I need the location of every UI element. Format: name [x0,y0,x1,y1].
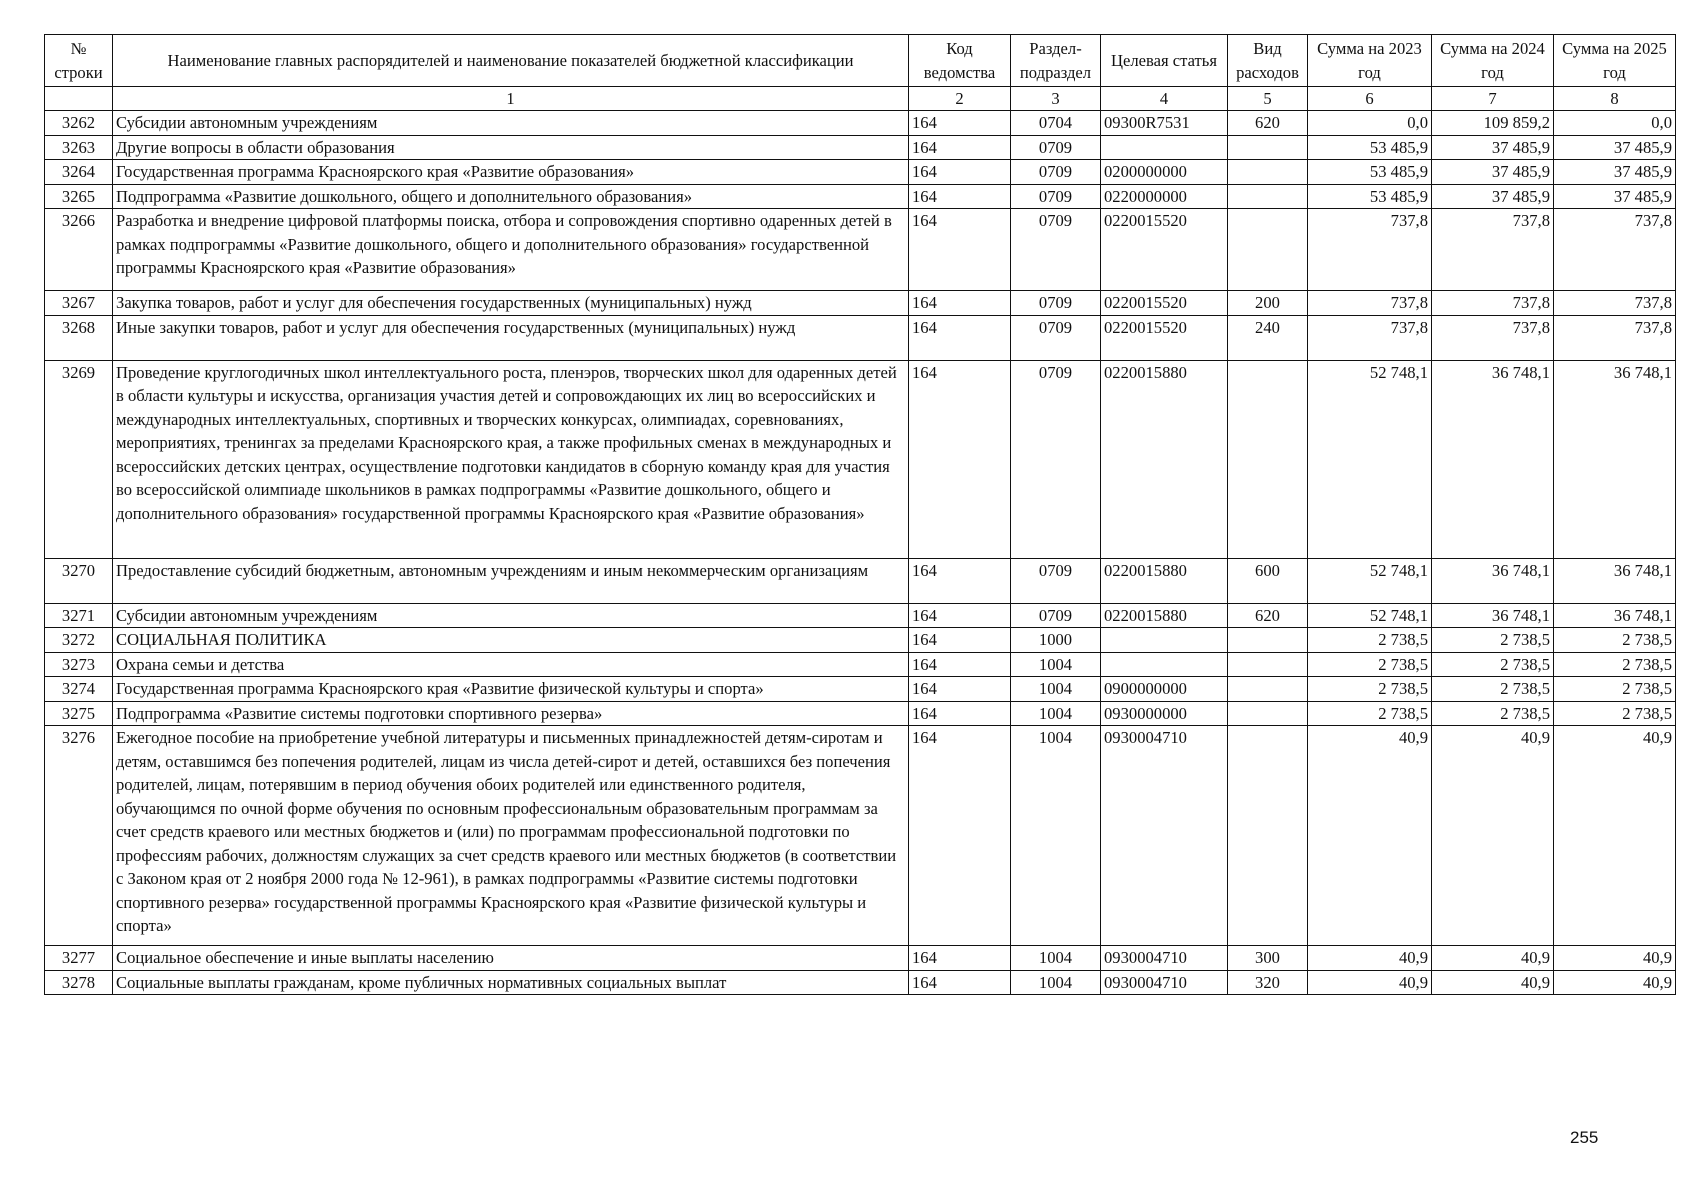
sum-2024: 37 485,9 [1432,135,1554,160]
row-number: 3263 [45,135,113,160]
table-row [45,184,1676,209]
section-code: 1004 [1011,970,1101,995]
sum-2025: 36 748,1 [1554,360,1676,558]
sum-2025: 36 748,1 [1554,603,1676,628]
table-row [45,677,1676,702]
section-code: 1004 [1011,677,1101,702]
section-code: 1004 [1011,726,1101,946]
sum-2024: 737,8 [1432,291,1554,316]
target-article: 09300R7531 [1101,111,1228,136]
row-name: Разработка и внедрение цифровой платформы поиска, отбора и сопровождения спортивно одаренных детей в рамках подпрограммы «Развитие дошкольного, общего и дополнительного образования» государственной программы Красноярского края «Развитие образования» [113,209,909,291]
table-row [45,701,1676,726]
sum-2025: 40,9 [1554,970,1676,995]
row-number: 3271 [45,603,113,628]
column-number-blank [45,87,113,111]
row-number: 3276 [45,726,113,946]
expense-type [1228,160,1308,185]
sum-2024: 36 748,1 [1432,360,1554,558]
department-code: 164 [909,209,1011,291]
row-name: Предоставление субсидий бюджетным, автономным учреждениям и иным некоммерческим организациям [113,558,909,603]
section-code: 0709 [1011,135,1101,160]
sum-2024: 37 485,9 [1432,184,1554,209]
expense-type [1228,652,1308,677]
sum-2023: 0,0 [1308,111,1432,136]
sum-2025: 37 485,9 [1554,160,1676,185]
column-number: 2 [909,87,1011,111]
row-number: 3273 [45,652,113,677]
section-code: 0709 [1011,315,1101,360]
sum-2025: 0,0 [1554,111,1676,136]
expense-type: 620 [1228,603,1308,628]
sum-2024: 36 748,1 [1432,558,1554,603]
row-number: 3262 [45,111,113,136]
header-name: Наименование главных распорядителей и наименование показателей бюджетной классификации [113,35,909,87]
section-code: 1004 [1011,701,1101,726]
row-name: Другие вопросы в области образования [113,135,909,160]
table-row [45,360,1676,558]
section-code: 1004 [1011,652,1101,677]
row-number: 3264 [45,160,113,185]
table-row [45,726,1676,946]
department-code: 164 [909,652,1011,677]
sum-2023: 2 738,5 [1308,701,1432,726]
expense-type [1228,360,1308,558]
target-article: 0220015520 [1101,291,1228,316]
row-name: СОЦИАЛЬНАЯ ПОЛИТИКА [113,628,909,653]
sum-2023: 2 738,5 [1308,628,1432,653]
header-expense-type: Вид расходов [1228,35,1308,87]
target-article [1101,652,1228,677]
department-code: 164 [909,135,1011,160]
department-code: 164 [909,628,1011,653]
section-code: 1000 [1011,628,1101,653]
column-number: 8 [1554,87,1676,111]
header-department-code: Код ведомства [909,35,1011,87]
row-name: Подпрограмма «Развитие системы подготовки спортивного резерва» [113,701,909,726]
section-code: 0709 [1011,184,1101,209]
department-code: 164 [909,184,1011,209]
expense-type: 620 [1228,111,1308,136]
sum-2024: 2 738,5 [1432,652,1554,677]
target-article: 0900000000 [1101,677,1228,702]
sum-2023: 52 748,1 [1308,360,1432,558]
row-name: Охрана семьи и детства [113,652,909,677]
row-name: Социальное обеспечение и иные выплаты населению [113,946,909,971]
sum-2023: 53 485,9 [1308,135,1432,160]
section-code: 0709 [1011,558,1101,603]
sum-2023: 737,8 [1308,209,1432,291]
row-number: 3268 [45,315,113,360]
section-code: 0709 [1011,160,1101,185]
section-code: 0709 [1011,603,1101,628]
header-target-article: Целевая статья [1101,35,1228,87]
department-code: 164 [909,558,1011,603]
sum-2024: 737,8 [1432,315,1554,360]
sum-2025: 2 738,5 [1554,677,1676,702]
row-name: Закупка товаров, работ и услуг для обеспечения государственных (муниципальных) нужд [113,291,909,316]
row-number: 3277 [45,946,113,971]
section-code: 0709 [1011,209,1101,291]
department-code: 164 [909,946,1011,971]
header-sum-2023: Сумма на 2023 год [1308,35,1432,87]
table-row [45,160,1676,185]
row-name: Государственная программа Красноярского края «Развитие образования» [113,160,909,185]
sum-2025: 2 738,5 [1554,652,1676,677]
header-row-number: № строки [45,35,113,87]
target-article: 0930004710 [1101,726,1228,946]
column-number: 7 [1432,87,1554,111]
target-article: 0220000000 [1101,184,1228,209]
target-article: 0220015880 [1101,558,1228,603]
table-header [45,35,1676,111]
department-code: 164 [909,360,1011,558]
table-row [45,628,1676,653]
sum-2024: 109 859,2 [1432,111,1554,136]
target-article: 0200000000 [1101,160,1228,185]
sum-2025: 37 485,9 [1554,184,1676,209]
header-sum-2025: Сумма на 2025 год [1554,35,1676,87]
sum-2024: 40,9 [1432,946,1554,971]
sum-2024: 2 738,5 [1432,628,1554,653]
row-number: 3278 [45,970,113,995]
budget-table [44,34,1676,995]
target-article: 0220015880 [1101,603,1228,628]
table-row [45,946,1676,971]
department-code: 164 [909,726,1011,946]
sum-2023: 40,9 [1308,970,1432,995]
target-article [1101,135,1228,160]
column-number: 5 [1228,87,1308,111]
expense-type [1228,209,1308,291]
sum-2023: 40,9 [1308,726,1432,946]
row-name: Субсидии автономным учреждениям [113,111,909,136]
section-code: 0709 [1011,291,1101,316]
target-article: 0930004710 [1101,970,1228,995]
row-number: 3274 [45,677,113,702]
column-number: 1 [113,87,909,111]
expense-type [1228,677,1308,702]
sum-2023: 40,9 [1308,946,1432,971]
department-code: 164 [909,970,1011,995]
sum-2025: 737,8 [1554,315,1676,360]
row-name: Иные закупки товаров, работ и услуг для обеспечения государственных (муниципальных) нужд [113,315,909,360]
sum-2024: 2 738,5 [1432,677,1554,702]
table-row [45,209,1676,291]
sum-2023: 52 748,1 [1308,558,1432,603]
expense-type [1228,701,1308,726]
target-article: 0930000000 [1101,701,1228,726]
sum-2025: 2 738,5 [1554,628,1676,653]
department-code: 164 [909,701,1011,726]
table-row [45,558,1676,603]
row-name: Государственная программа Красноярского края «Развитие физической культуры и спорта» [113,677,909,702]
department-code: 164 [909,603,1011,628]
section-code: 0704 [1011,111,1101,136]
table-row [45,315,1676,360]
table-row [45,111,1676,136]
sum-2025: 37 485,9 [1554,135,1676,160]
column-number-row [45,87,1676,111]
sum-2023: 2 738,5 [1308,677,1432,702]
header-sum-2024: Сумма на 2024 год [1432,35,1554,87]
row-number: 3272 [45,628,113,653]
table-row [45,291,1676,316]
sum-2023: 53 485,9 [1308,160,1432,185]
row-number: 3266 [45,209,113,291]
sum-2023: 737,8 [1308,291,1432,316]
row-number: 3267 [45,291,113,316]
target-article: 0220015520 [1101,209,1228,291]
column-number: 4 [1101,87,1228,111]
target-article: 0930004710 [1101,946,1228,971]
expense-type [1228,184,1308,209]
expense-type [1228,726,1308,946]
header-section: Раздел-подраздел [1011,35,1101,87]
row-number: 3269 [45,360,113,558]
department-code: 164 [909,291,1011,316]
table-body [45,111,1676,995]
sum-2025: 737,8 [1554,209,1676,291]
column-number: 3 [1011,87,1101,111]
department-code: 164 [909,111,1011,136]
sum-2024: 36 748,1 [1432,603,1554,628]
expense-type: 240 [1228,315,1308,360]
sum-2024: 40,9 [1432,970,1554,995]
expense-type [1228,135,1308,160]
row-number: 3265 [45,184,113,209]
row-number: 3270 [45,558,113,603]
target-article: 0220015520 [1101,315,1228,360]
expense-type: 200 [1228,291,1308,316]
row-number: 3275 [45,701,113,726]
department-code: 164 [909,315,1011,360]
section-code: 1004 [1011,946,1101,971]
sum-2025: 2 738,5 [1554,701,1676,726]
sum-2025: 40,9 [1554,726,1676,946]
sum-2023: 2 738,5 [1308,652,1432,677]
target-article [1101,628,1228,653]
sum-2025: 40,9 [1554,946,1676,971]
page-number: 255 [1570,1128,1599,1147]
sum-2023: 52 748,1 [1308,603,1432,628]
department-code: 164 [909,677,1011,702]
table-row [45,970,1676,995]
section-code: 0709 [1011,360,1101,558]
sum-2025: 737,8 [1554,291,1676,316]
department-code: 164 [909,160,1011,185]
table-row [45,135,1676,160]
sum-2024: 40,9 [1432,726,1554,946]
row-name: Социальные выплаты гражданам, кроме публичных нормативных социальных выплат [113,970,909,995]
expense-type: 300 [1228,946,1308,971]
sum-2024: 2 738,5 [1432,701,1554,726]
sum-2023: 53 485,9 [1308,184,1432,209]
expense-type: 320 [1228,970,1308,995]
sum-2024: 37 485,9 [1432,160,1554,185]
sum-2025: 36 748,1 [1554,558,1676,603]
sum-2023: 737,8 [1308,315,1432,360]
row-name: Ежегодное пособие на приобретение учебной литературы и письменных принадлежностей детям-сиротам и детям, оставшимся без попечения родителей, лицам из числа детей-сирот и детей, оставшихся без попечения родителей, лицам, потерявшим в период обучения обоих родителей или единственного родителя, обучающимся по очной форме обучения по основным профессиональным образовательным программам за счет средств краевого или местных бюджетов и (или) по программам профессиональной подготовки по профессиям рабочих, должностям служащих за счет средств краевого или местных бюджетов (в соответствии с Законом края от 2 ноября 2000 года № 12-961), в рамках подпрограммы «Развитие системы подготовки спортивного резерва» государственной программы Красноярского края «Развитие физической культуры и спорта» [113,726,909,946]
expense-type: 600 [1228,558,1308,603]
target-article: 0220015880 [1101,360,1228,558]
row-name: Подпрограмма «Развитие дошкольного, общего и дополнительного образования» [113,184,909,209]
row-name: Субсидии автономным учреждениям [113,603,909,628]
table-row [45,652,1676,677]
expense-type [1228,628,1308,653]
row-name: Проведение круглогодичных школ интеллектуального роста, пленэров, творческих школ для одаренных детей в области культуры и искусства, организация участия детей и сопровождающих их лиц во всероссийских и международных интеллектуальных, спортивных и творческих конкурсах, олимпиадах, соревнованиях, мероприятиях, тренингах за пределами Красноярского края, а также профильных сменах в международных и всероссийских детских центрах, осуществление подготовки кандидатов в сборную команду края для участия во всероссийской олимпиаде школьников в рамках подпрограммы «Развитие дошкольного, общего и дополнительного образования» государственной программы Красноярского края «Развитие образования» [113,360,909,558]
table-row [45,603,1676,628]
sum-2024: 737,8 [1432,209,1554,291]
column-number: 6 [1308,87,1432,111]
